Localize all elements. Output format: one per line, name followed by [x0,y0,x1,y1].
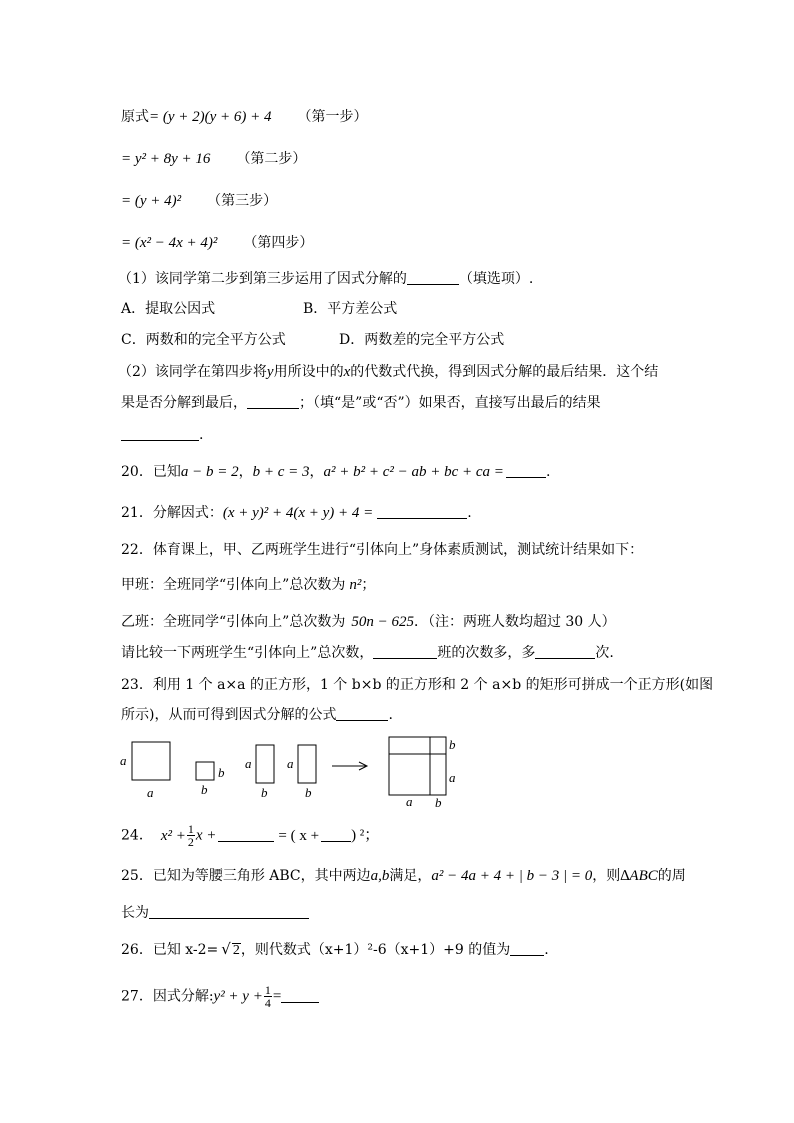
rect-ab-1 [256,745,274,783]
q25-text-a: 25．已知为等腰三角形 ABC，其中两边 [121,868,371,884]
step1-prefix: 原式 [121,109,149,125]
step1-expression: = (y + 2)(y + 6) + 4 [149,109,272,125]
q19-var-x: x [343,364,351,380]
rect-ab-1-bottom-label: b [261,785,268,800]
q22-line3-text: 乙班：全班同学“引体向上”总次数为 [121,614,346,630]
q19-part2-text-a: （2）该同学在第四步将 [118,364,267,380]
q22-line4-a: 请比较一下两班学生“引体向上”总次数， [121,645,374,661]
q22-line4-b: 班的次数多，多 [437,645,536,661]
step3-tag: （第三步） [207,193,278,209]
option-d: D．两数差的完全平方公式 [339,332,505,348]
q20-sep1: ， [238,464,253,480]
q20-expr-b: b + c = 3 [252,464,310,480]
q25-line1 [121,866,686,886]
q19-part1 [118,269,533,289]
q24-frac-num: 1 [187,822,194,836]
step2-tag: （第二步） [236,151,307,167]
q25-expr: a² − 4a + 4 + | b − 3 | = 0 [431,868,593,884]
q20-sep2: ， [309,464,324,480]
square-a-bottom-label: a [147,785,154,800]
q22-line3 [121,612,616,632]
q24-frac-den: 2 [187,835,194,849]
q24-fraction [187,823,195,848]
step2-expression: = y² + 8y + 16 [121,151,211,167]
q26-line [121,939,549,960]
q26-blank[interactable] [510,941,544,956]
q24-number: 24． [121,827,153,844]
q27-frac-num: 1 [264,983,271,997]
q26-radicand: 2 [232,943,240,958]
q22-line4 [121,643,614,663]
q25-vars: a,b [370,868,390,884]
step3-expression: = (y + 4)² [121,193,182,209]
q24-expr-a: x² + [160,827,186,844]
q25-line2 [121,903,309,923]
combined-right-top-label: b [449,737,456,752]
rect-ab-2-bottom-label: b [305,785,312,800]
q19-part2-text-b: 用所设中的 [273,364,344,380]
q19-part2-line3 [121,425,203,445]
combined-right-bottom-label: a [449,770,456,785]
q20-expr-a: a − b = 2 [180,464,239,480]
q24-blank-2[interactable] [321,827,351,842]
square-b-bottom-label: b [201,782,208,797]
rect-ab-2 [298,745,316,783]
combined-bottom-right-label: b [435,795,442,810]
q22-line3-expr: 50n − 625 [351,614,414,630]
step3-line [121,191,277,211]
q24-blank-1[interactable] [218,827,274,842]
q27-fraction [264,984,272,1009]
q19-part2-line2-a: 果是否分解到最后， [121,395,247,411]
q19-options-row2 [121,330,286,350]
rect-ab-1-side-label: a [245,756,252,771]
q23-line2-text: 所示)，从而可得到因式分解的公式 [121,707,337,723]
q19-option-d-wrap [339,330,504,350]
q22-line2-expr: n² [349,577,362,593]
option-a: A．提取公因式 [121,301,216,317]
q23-line2 [121,705,393,725]
q22-line2 [121,575,375,595]
combined-bottom-left-label: a [406,794,413,809]
q22-blank-class[interactable] [373,644,437,659]
step4-tag: （第四步） [243,235,314,251]
square-b [196,762,214,780]
q27-text: 27．因式分解: [121,988,214,1005]
q25-text-c: ，则 [592,868,621,884]
q25-line2-text: 长为 [121,905,149,921]
q20-line [121,462,550,482]
q26-end: . [544,942,549,958]
q27-frac-den: 4 [264,996,271,1010]
q20-end: . [545,464,551,480]
q22-line2-end: ； [361,577,376,593]
q19-part2-blank1[interactable] [247,394,299,409]
q27-line [121,984,319,1009]
q25-text-b: 满足， [389,868,432,884]
q19-part1-suffix: （填选项）. [458,271,534,287]
q24-expr-b: x + [195,827,217,844]
q22-line3-end: ．（注：两班人数均超过 30 人） [413,614,616,630]
q20-blank[interactable] [506,463,546,478]
q21-line [121,503,472,523]
q19-part2-line2 [121,393,601,413]
step4-line [121,233,313,253]
q24-expr-d: ) ²； [351,827,380,844]
step2-line [121,149,306,169]
q21-blank[interactable] [377,504,467,519]
q23-line2-end: . [388,707,393,723]
q19-option-b-wrap [303,299,397,319]
q25-blank[interactable] [149,904,309,919]
q19-part2-blank2[interactable] [121,426,199,441]
q23-figure [110,735,470,810]
q24-line [121,823,379,848]
q19-part1-blank[interactable] [407,270,459,285]
q21-text: 21．分解因式： [121,505,223,521]
rect-ab-2-side-label: a [287,756,294,771]
square-a-side-label: a [120,753,127,768]
q27-blank[interactable] [281,988,319,1003]
combined-square [389,737,446,795]
step4-expression: = (x² − 4x + 4)² [121,235,218,251]
q19-part2-line1 [118,362,658,382]
q27-expr-b: = [272,988,282,1005]
q19-part2-line2-b: ；（填“是”或“否”）如果否，直接写出最后的结果 [299,395,601,411]
q19-var-y: y [266,364,274,380]
q19-options-row1 [121,299,215,319]
q19-part2-end: . [199,427,204,443]
square-a [132,742,170,780]
q23-line1 [121,675,713,695]
q21-end: . [467,505,472,521]
step1-tag: （第一步） [297,109,368,125]
q23-blank[interactable] [336,706,388,721]
q25-triangle: ∆ABC [620,868,658,884]
q22-line1 [121,540,643,560]
option-c: C．两数和的完全平方公式 [121,332,286,348]
square-b-side-label: b [218,765,225,780]
q22-blank-count[interactable] [535,644,595,659]
radical-sign: √ [221,940,231,958]
q27-expr-a: y² + y + [213,988,263,1005]
q23-line1-text: 23．利用 1 个 a×a 的正方形，1 个 b×b 的正方形和 2 个 a×b 的矩形可拼成一个正方形(如图 [121,677,714,693]
q22-line1-text: 22．体育课上，甲、乙两班学生进行“引体向上”身体素质测试，测试统计结果如下： [121,542,644,558]
q22-line4-c: 次. [595,645,614,661]
q21-expr: (x + y)² + 4(x + y) + 4 = [222,505,374,521]
step1-line [121,107,368,127]
q20-number: 20．已知 [121,464,181,480]
q24-expr-c: = ( x + [278,827,320,844]
q22-line2-text: 甲班：全班同学“引体向上”总次数为 [121,577,346,593]
q19-part1-text: （1）该同学第二步到第三步运用了因式分解的 [118,271,407,287]
option-b: B．平方差公式 [303,301,398,317]
q19-part2-text-c: 的代数式代换，得到因式分解的最后结果．这个结 [350,364,659,380]
q20-expr-c: a² + b² + c² − ab + bc + ca = [323,464,504,480]
q25-text-d: 的周 [657,868,686,884]
q26-text-b: ，则代数式（x+1）²-6（x+1）+9 的值为 [240,942,511,958]
q26-text-a: 26．已知 x-2= [121,942,219,958]
